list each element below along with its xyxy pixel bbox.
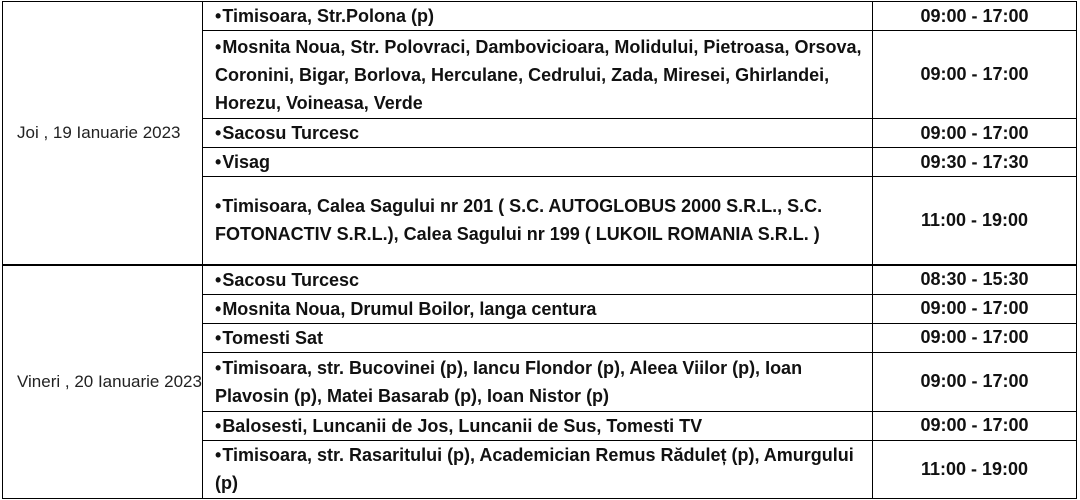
location-cell: [203, 2, 873, 31]
bullet-icon: •: [215, 152, 222, 172]
bullet-icon: •: [215, 269, 222, 290]
day-label: Joi , 19 Ianuarie 2023: [3, 2, 203, 265]
bullet-icon: •: [215, 6, 222, 26]
bullet-icon: •: [215, 123, 222, 143]
location-text: Visag: [222, 152, 271, 172]
location-text: Sacosu Turcesc: [222, 123, 360, 143]
location-text: Mosnita Noua, Drumul Boilor, langa centura: [222, 298, 597, 319]
location-text: Sacosu Turcesc: [222, 269, 360, 290]
location-cell: [203, 352, 873, 411]
bullet-icon: •: [215, 445, 222, 465]
time-cell: 08:30 - 15:30: [873, 265, 1077, 295]
location-text: Timisoara, Calea Sagului nr 201 ( S.C. AUTOGLOBUS 2000 S.R.L., S.C. FOTONACTIV S.R.L.), Calea Sagului nr 199 ( LUKOIL ROMANIA S.R.L. ): [215, 196, 823, 245]
time-cell: 09:00 - 17:00: [873, 411, 1077, 440]
location-cell: [203, 119, 873, 148]
time-cell: 09:30 - 17:30: [873, 148, 1077, 177]
bullet-icon: •: [215, 196, 222, 217]
location-cell: [203, 31, 873, 119]
bullet-icon: •: [215, 415, 222, 436]
location-cell: [203, 148, 873, 177]
time-cell: 09:00 - 17:00: [873, 352, 1077, 411]
time-cell: 09:00 - 17:00: [873, 31, 1077, 119]
outage-schedule-table: [2, 1, 1077, 499]
time-cell: 11:00 - 19:00: [873, 440, 1077, 498]
bullet-icon: •: [215, 357, 222, 378]
time-cell: 09:00 - 17:00: [873, 294, 1077, 323]
time-cell: 09:00 - 17:00: [873, 119, 1077, 148]
location-cell: [203, 411, 873, 440]
location-text: Mosnita Noua, Str. Polovraci, Dambovicioara, Molidului, Pietroasa, Orsova, Coronini, Bigar, Borlova, Herculane, Cedrului, Zada, Miresei, Ghirlandei, Horezu, Voineasa, Verde: [215, 36, 862, 113]
location-text: Timisoara, Str.Polona (p): [222, 6, 435, 26]
location-text: Balosesti, Luncanii de Jos, Luncanii de Sus, Tomesti TV: [222, 415, 703, 436]
location-cell: [203, 294, 873, 323]
time-cell: 09:00 - 17:00: [873, 2, 1077, 31]
location-text: Tomesti Sat: [222, 327, 323, 348]
location-text: Timisoara, str. Rasaritului (p), Academician Remus Răduleț (p), Amurgului (p): [215, 445, 854, 493]
location-text: Timisoara, str. Bucovinei (p), Iancu Flondor (p), Aleea Viilor (p), Ioan Plavosin (p), Matei Basarab (p), Ioan Nistor (p): [215, 357, 803, 406]
bullet-icon: •: [215, 36, 222, 57]
time-cell: 11:00 - 19:00: [873, 177, 1077, 265]
location-cell: [203, 265, 873, 295]
time-cell: 09:00 - 17:00: [873, 323, 1077, 352]
bullet-icon: •: [215, 327, 222, 348]
table-row: [3, 2, 1077, 31]
location-cell: [203, 323, 873, 352]
location-cell: [203, 177, 873, 265]
location-cell: [203, 440, 873, 498]
table-row: [3, 265, 1077, 295]
bullet-icon: •: [215, 298, 222, 319]
day-label: Vineri , 20 Ianuarie 2023: [3, 265, 203, 499]
